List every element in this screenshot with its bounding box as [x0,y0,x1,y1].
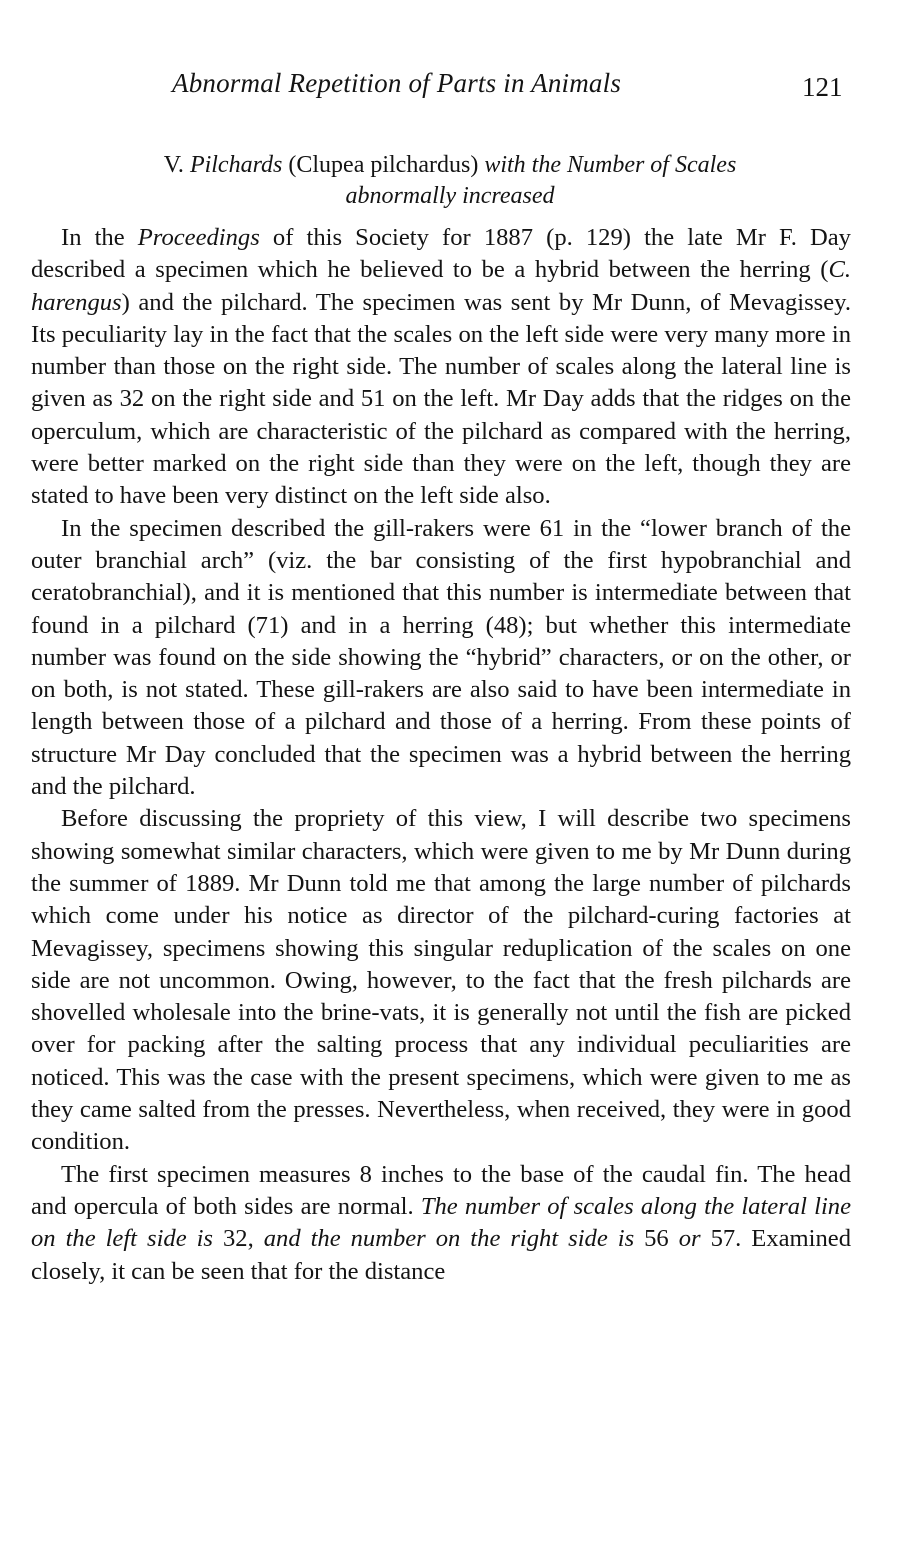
p1-italic-species: C. harengus [31,256,851,316]
p1-italic-proceedings: Proceedings [137,224,260,251]
p4-italic-f: or [678,1225,701,1253]
body-text [31,222,851,1288]
section-heading [30,150,870,212]
paragraph-3: Before discussing the propriety of this view, I will describe two specimens showing somewhat similar characters, which were given to me by Mr Dunn during the summer of 1889. Mr Dunn told me that among the large number of pilchards which come under his notice as director of the pilchard-curing factories at Mevagissey, specimens showing this singular reduplication of the scales on one side are not uncommon. Owing, however, to the fact that the fresh pilchards are shovelled wholesale into the brine-vats, it is generally not until the fish are picked over for packing after the salting process that any individual peculiarities are noticed. This was the case with the present specimens, which were given to me as they came salted from the presses. Nevertheless, when received, they were in good condition. [31,805,851,1156]
running-title: Abnormal Repetition of Parts in Animals [172,68,622,98]
p1-text-c: of this Society for 1887 (p. 129) the late Mr F. Day described a specimen which he believed to be a hybrid between the herring ( [31,224,851,284]
p1-text-a: In the [61,224,138,251]
section-title-common-name: Pilchards [189,152,283,178]
paragraph-4 [31,1159,851,1288]
section-title-phrase: with the Number of Scales [484,152,737,178]
p4-text-e: 56 [634,1225,679,1253]
section-title-species: (Clupea pilchardus) [288,152,479,178]
p1-text-e: ) and the pilchard. The specimen was sent by Mr Dunn, of Mevagissey. Its peculiarity lay in the fact that the scales on the left side were very many more in number than those on the right side. The number of scales along the lateral line is given as 32 on the right side and 51 on the left. Mr Day adds that the ridges on the operculum, which are characteristic of the pilchard as compared with the herring, were better marked on the right side than they were on the left, though they are stated to have been very distinct on the left side also. [31,288,851,510]
paragraph-1 [31,222,851,513]
p4-text-g: 57. Examined closely, it can be seen that for the distance [31,1225,852,1285]
p4-italic-d: and the number on the right side is [263,1225,635,1253]
paragraph-2: In the specimen described the gill-rakers were 61 in the “lower branch of the outer branchial arch” (viz. the bar consisting of the first hypobranchial and ceratobranchial), and it is mentioned that this number is intermediate between that found in a pilchard (71) and in a herring (48); but whether this intermediate number was found on the side showing the “hybrid” characters, or on the other, or on both, is not stated. These gill-rakers are also said to have been intermediate in length between those of a pilchard and those of a herring. From these points of structure Mr Day concluded that the specimen was a hybrid between the herring and the pilchard. [31,514,851,801]
page-number: 121 [802,72,843,102]
section-number: V. [163,152,184,178]
p4-text-c: 32, [213,1225,264,1253]
p4-text-a: The first specimen measures 8 inches to the base of the caudal fin. The head and opercula of both sides are normal. [31,1160,851,1220]
p4-italic-b: The number of scales along the lateral line on the left side is [31,1192,851,1253]
section-title-line2: abnormally increased [345,183,555,209]
